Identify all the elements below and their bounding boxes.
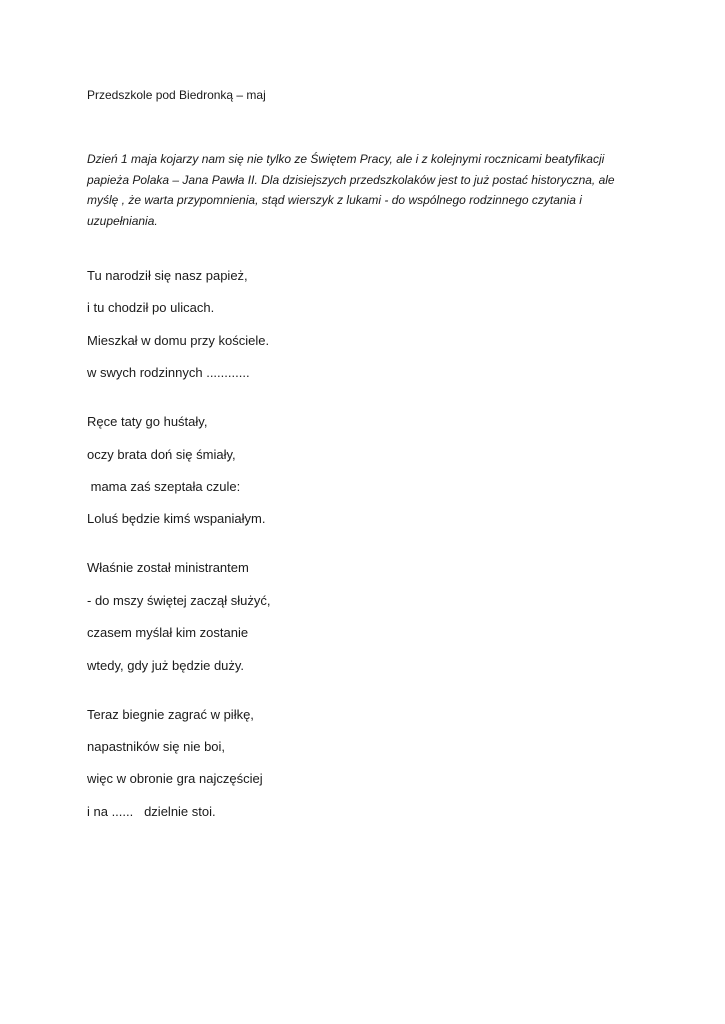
poem-line: i tu chodził po ulicach. — [87, 300, 215, 316]
stanza-4 — [87, 707, 627, 820]
poem-line: w swych rodzinnych ............ — [87, 365, 250, 381]
poem-line: więc w obronie gra najczęściej — [87, 771, 263, 787]
poem-line: wtedy, gdy już będzie duży. — [87, 657, 245, 673]
poem-line: Teraz biegnie zagrać w piłkę, — [87, 706, 254, 722]
poem-line: czasem myślał kim zostanie — [87, 625, 249, 641]
intro-paragraph: Dzień 1 maja kojarzy nam się nie tylko ze Świętem Pracy, ale i z kolejnymi rocznicami beatyfikacji papieża Polaka – Jana Pawła II. Dla dzisiejszych przedszkolaków jest to już postać historyczna, ale myślę , że warta przypomnienia, stąd wierszyk z lukami - do wspólnego rodzinnego czytania i uzupełniania. — [87, 152, 615, 228]
stanza-3 — [87, 560, 627, 673]
document-header: Przedszkole pod Biedronką – maj — [87, 88, 266, 102]
poem-line: oczy brata doń się śmiały, — [87, 446, 236, 462]
poem-line: - do mszy świętej zaczął służyć, — [87, 592, 271, 608]
poem — [87, 268, 627, 853]
stanza-2 — [87, 414, 627, 527]
poem-line: i na ...... dzielnie stoi. — [87, 803, 216, 819]
poem-line: Loluś będzie kimś wspaniałym. — [87, 511, 266, 527]
poem-line: Tu narodził się nasz papież, — [87, 268, 248, 283]
poem-line: mama zaś szeptała czule: — [87, 478, 241, 494]
poem-line: napastników się nie boi, — [87, 738, 226, 754]
stanza-1 — [87, 268, 627, 381]
poem-line: Właśnie został ministrantem — [87, 560, 249, 576]
poem-line: Mieszkał w domu przy kościele. — [87, 332, 270, 348]
poem-line: Ręce taty go huśtały, — [87, 414, 208, 430]
